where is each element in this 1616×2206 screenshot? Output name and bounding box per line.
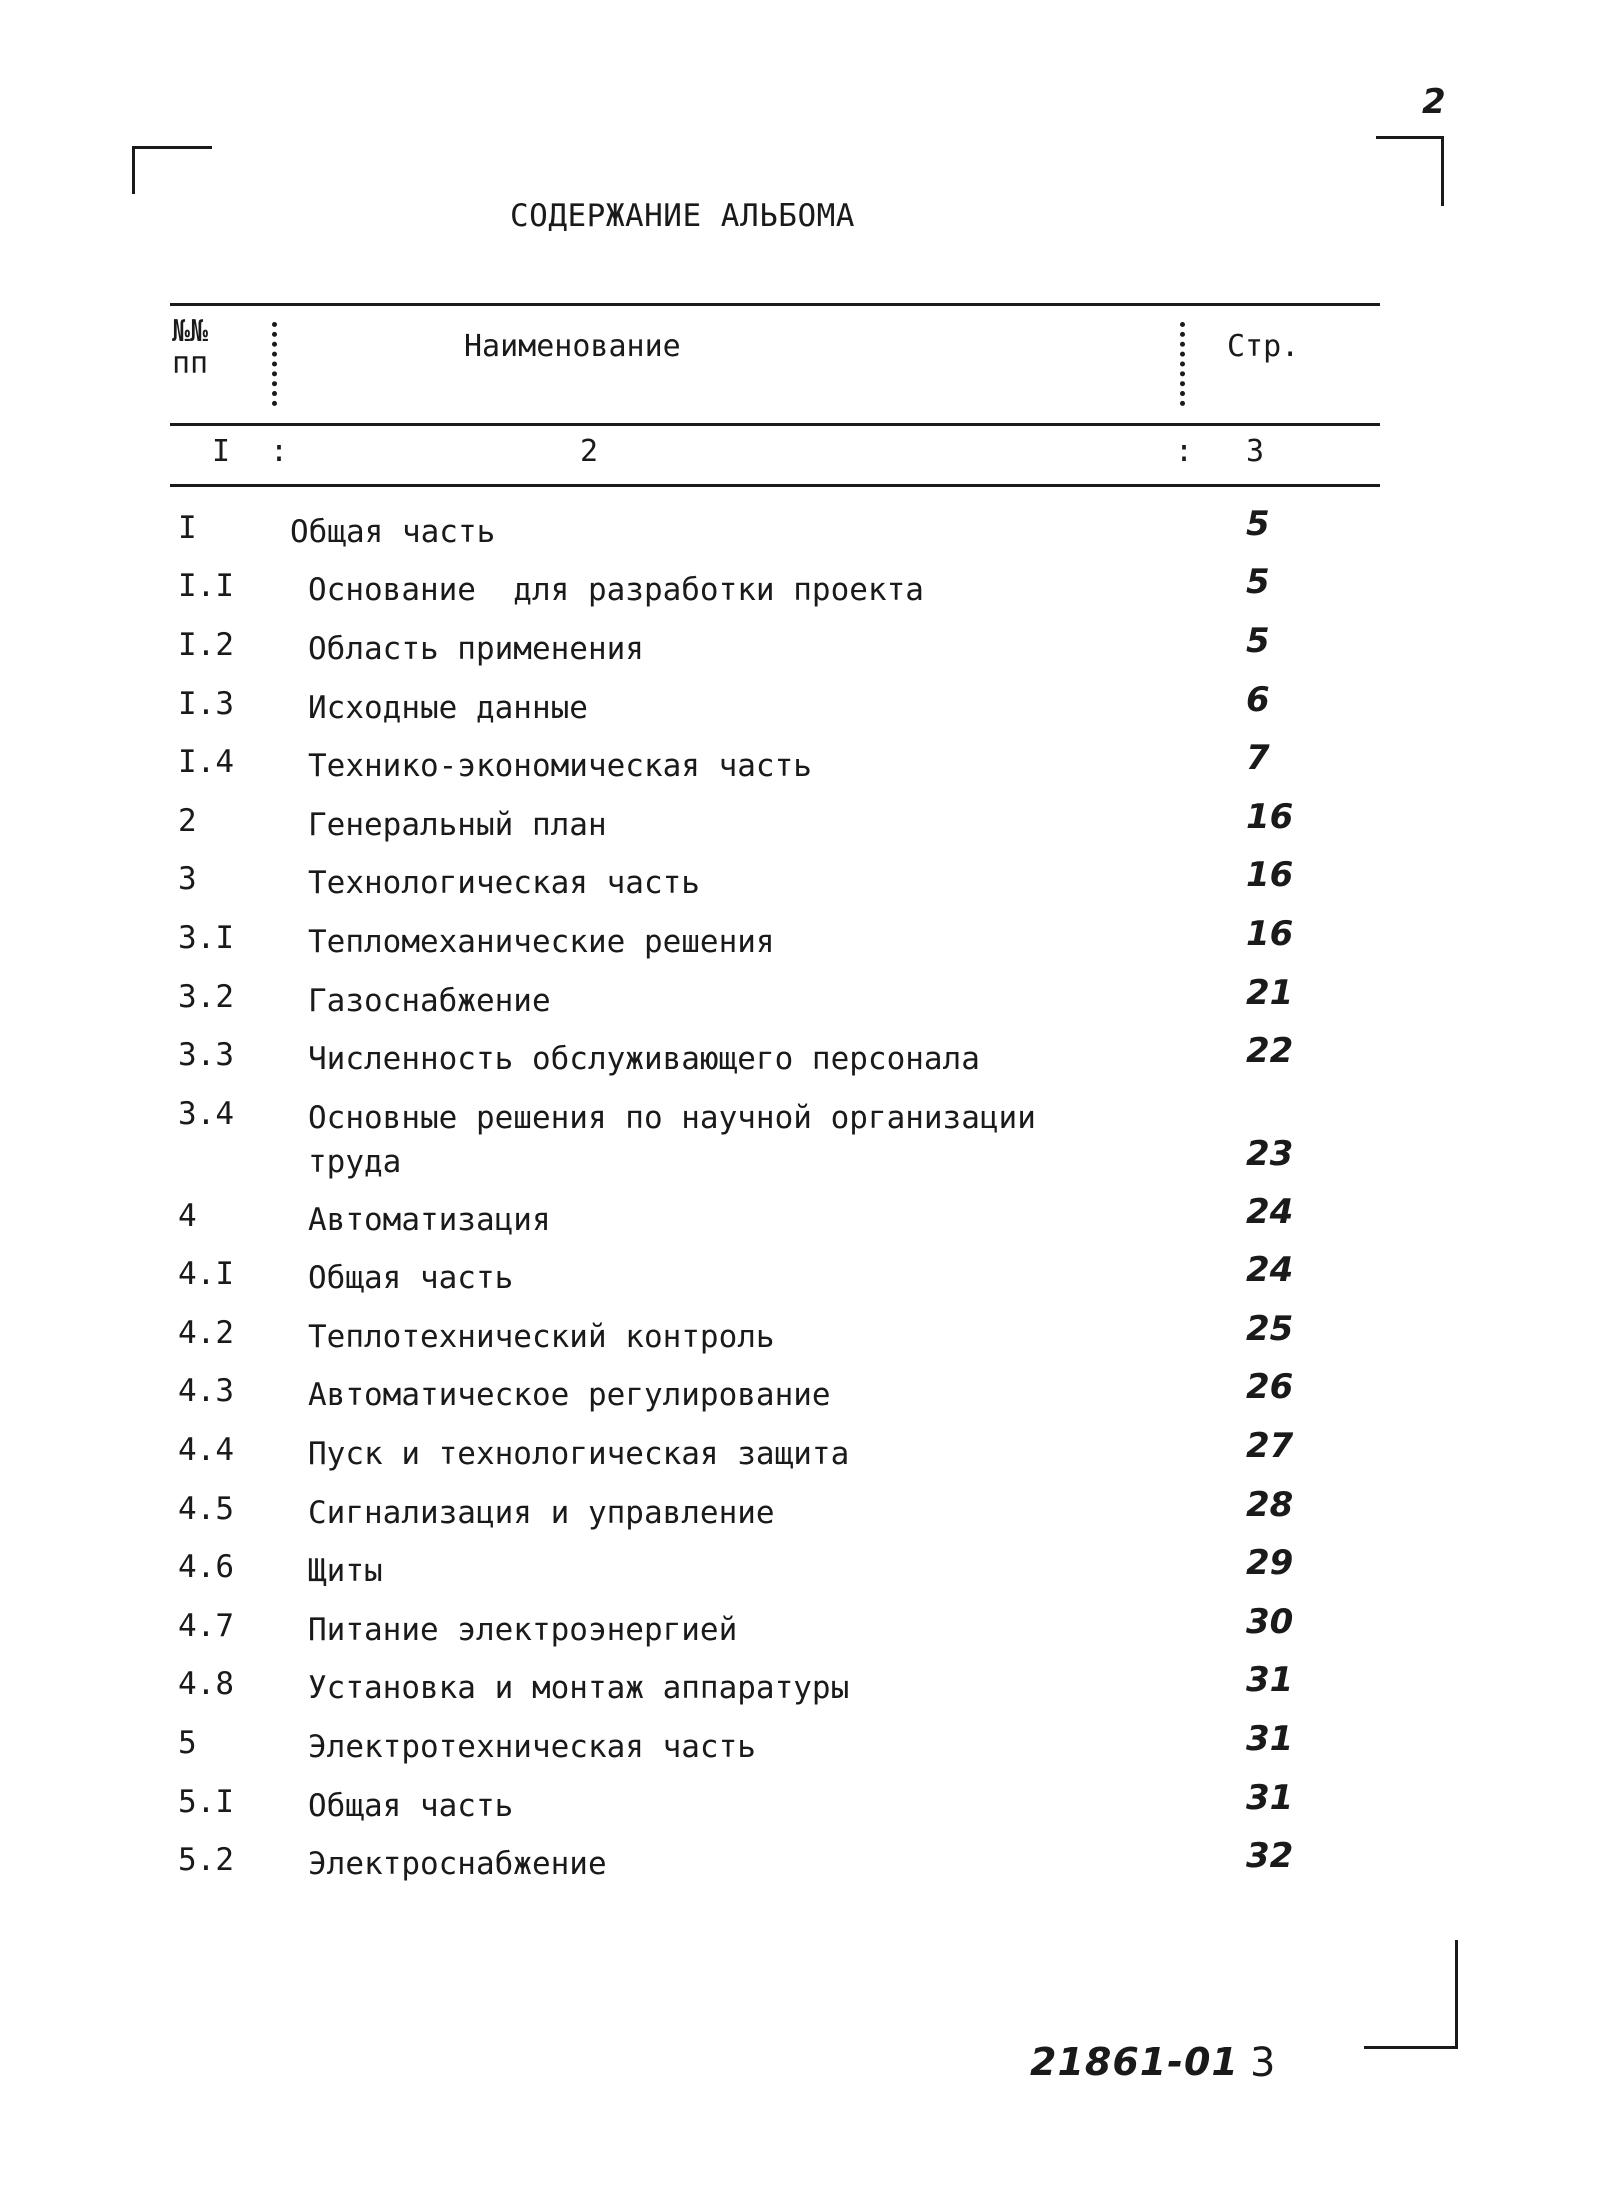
toc-row bbox=[0, 1836, 1616, 1886]
header-bottom-rule bbox=[170, 423, 1380, 426]
document-code: 21861-01 bbox=[1030, 2040, 1239, 2084]
corner-mark-bottom-right-h bbox=[1364, 2046, 1458, 2049]
toc-row-page: 23 bbox=[1246, 1134, 1294, 1174]
toc-row-page: 16 bbox=[1246, 855, 1294, 895]
toc-row-number: 4.5 bbox=[178, 1491, 234, 1527]
toc-row-number: 5.2 bbox=[178, 1842, 234, 1878]
toc-row-number: 4.I bbox=[178, 1256, 234, 1292]
toc-row bbox=[0, 797, 1616, 847]
toc-row-page: 7 bbox=[1246, 738, 1270, 778]
header-number-text: №№ пп bbox=[172, 314, 209, 381]
toc-row bbox=[0, 1543, 1616, 1593]
toc-row bbox=[0, 1426, 1616, 1476]
toc-row-number: 5 bbox=[178, 1725, 197, 1761]
toc-row bbox=[0, 738, 1616, 788]
toc-row-page: 32 bbox=[1246, 1836, 1294, 1876]
toc-row-number: 3.2 bbox=[178, 979, 234, 1015]
toc-row-number: I.2 bbox=[178, 627, 234, 663]
toc-row-number: 3.3 bbox=[178, 1037, 234, 1073]
toc-row-title: Общая часть bbox=[308, 1788, 514, 1824]
toc-row bbox=[0, 1031, 1616, 1081]
toc-row-title: Технологическая часть bbox=[308, 865, 700, 901]
toc-row-number: 5.I bbox=[178, 1784, 234, 1820]
toc-row-page: 16 bbox=[1246, 797, 1294, 837]
sheet-number: 2 bbox=[1422, 82, 1446, 122]
toc-row-page: 5 bbox=[1246, 621, 1270, 661]
toc-row-title: Область применения bbox=[308, 631, 644, 667]
toc-row-number: 2 bbox=[178, 803, 197, 839]
toc-row-number: I.4 bbox=[178, 744, 234, 780]
toc-row-page: 5 bbox=[1246, 504, 1270, 544]
toc-row-page: 29 bbox=[1246, 1543, 1294, 1583]
page-title: СОДЕРЖАНИЕ АЛЬБОМА bbox=[510, 198, 855, 234]
toc-row-title: Газоснабжение bbox=[308, 983, 551, 1019]
toc-row-number: 4.6 bbox=[178, 1549, 234, 1585]
toc-row bbox=[0, 1660, 1616, 1710]
column-separator-1: : bbox=[270, 434, 289, 469]
toc-row-page: 24 bbox=[1246, 1192, 1294, 1232]
header-page: Стр. bbox=[1227, 329, 1300, 364]
toc-row-title: Автоматическое регулирование bbox=[308, 1377, 831, 1413]
toc-row-title: Тепломеханические решения bbox=[308, 924, 775, 960]
toc-row-title: Генеральный план bbox=[308, 807, 607, 843]
toc-row bbox=[0, 1250, 1616, 1300]
corner-mark-top-left-h bbox=[132, 146, 212, 149]
toc-row-page: 5 bbox=[1246, 562, 1270, 602]
header-separator-2 bbox=[1180, 322, 1189, 406]
toc-row-title: Основание для разработки проекта bbox=[308, 572, 924, 608]
toc-row bbox=[0, 562, 1616, 612]
toc-row-page: 31 bbox=[1246, 1719, 1294, 1759]
toc-row bbox=[0, 504, 1616, 554]
toc-row-page: 31 bbox=[1246, 1778, 1294, 1818]
toc-row bbox=[0, 680, 1616, 730]
toc-row bbox=[0, 855, 1616, 905]
toc-row-title: Теплотехнический контроль bbox=[308, 1319, 775, 1355]
toc-row-page: 27 bbox=[1246, 1426, 1294, 1466]
toc-row-number: 4.3 bbox=[178, 1373, 234, 1409]
corner-mark-bottom-right-v bbox=[1455, 1940, 1458, 2049]
toc-row-page: 25 bbox=[1246, 1309, 1294, 1349]
toc-row-title: Пуск и технологическая защита bbox=[308, 1436, 850, 1472]
toc-row-title: Установка и монтаж аппаратуры bbox=[308, 1670, 850, 1706]
toc-row bbox=[0, 1602, 1616, 1652]
toc-row-title: Сигнализация и управление bbox=[308, 1495, 775, 1531]
toc-row bbox=[0, 1485, 1616, 1535]
toc-row-title: Автоматизация bbox=[308, 1202, 551, 1238]
toc-row-number: 3.I bbox=[178, 920, 234, 956]
toc-row bbox=[0, 1192, 1616, 1242]
toc-row-number: 3 bbox=[178, 861, 197, 897]
toc-row-title: Щиты bbox=[308, 1553, 383, 1589]
toc-row-title: Общая часть bbox=[290, 514, 496, 550]
toc-row-number: 4.7 bbox=[178, 1608, 234, 1644]
toc-row-page: 26 bbox=[1246, 1367, 1294, 1407]
corner-mark-top-right-h bbox=[1376, 136, 1444, 139]
toc-row-number: 3.4 bbox=[178, 1096, 234, 1132]
table-top-rule bbox=[170, 303, 1380, 306]
toc-row-page: 22 bbox=[1246, 1031, 1294, 1071]
column-separator-2: : bbox=[1175, 434, 1194, 469]
toc-row-number: 4.4 bbox=[178, 1432, 234, 1468]
toc-row-title: Электротехническая часть bbox=[308, 1729, 756, 1765]
column-number-3: 3 bbox=[1246, 434, 1265, 469]
column-number-2: 2 bbox=[580, 434, 599, 469]
toc-row-page: 24 bbox=[1246, 1250, 1294, 1290]
toc-row-title: Исходные данные bbox=[308, 690, 588, 726]
toc-row-number: 4.8 bbox=[178, 1666, 234, 1702]
toc-row bbox=[0, 1309, 1616, 1359]
toc-row-title: Питание электроэнергией bbox=[308, 1612, 738, 1648]
toc-row bbox=[0, 1096, 1616, 1180]
toc-row-number: 4.2 bbox=[178, 1315, 234, 1351]
toc-row-page: 16 bbox=[1246, 914, 1294, 954]
toc-row-number: I.I bbox=[178, 568, 234, 604]
header-number bbox=[172, 316, 208, 380]
toc-row bbox=[0, 621, 1616, 671]
toc-row-number: I.3 bbox=[178, 686, 234, 722]
column-number-1: I bbox=[212, 434, 231, 469]
toc-row bbox=[0, 1719, 1616, 1769]
toc-row-title: Основные решения по научной организации труда bbox=[308, 1100, 1036, 1180]
toc-row bbox=[0, 914, 1616, 964]
toc-row-page: 21 bbox=[1246, 973, 1294, 1013]
toc-row bbox=[0, 1367, 1616, 1417]
toc-row-page: 30 bbox=[1246, 1602, 1294, 1642]
header-separator-1 bbox=[272, 322, 281, 406]
toc-row-page: 28 bbox=[1246, 1485, 1294, 1525]
corner-mark-top-left-v bbox=[132, 146, 135, 194]
header-name: Наименование bbox=[464, 329, 681, 364]
column-numbers-rule bbox=[170, 484, 1380, 487]
toc-row-title: Технико-экономическая часть bbox=[308, 748, 812, 784]
toc-row-title: Общая часть bbox=[308, 1260, 514, 1296]
corner-mark-top-right-v bbox=[1441, 136, 1444, 206]
toc-row-title: Электроснабжение bbox=[308, 1846, 607, 1882]
footer-sheet-number: 3 bbox=[1250, 2040, 1276, 2086]
toc-row-page: 31 bbox=[1246, 1660, 1294, 1700]
toc-row-page: 6 bbox=[1246, 680, 1270, 720]
toc-row bbox=[0, 973, 1616, 1023]
toc-row-number: 4 bbox=[178, 1198, 197, 1234]
toc-row bbox=[0, 1778, 1616, 1828]
toc-row-title: Численность обслуживающего персонала bbox=[308, 1041, 980, 1077]
toc-row-number: I bbox=[178, 510, 197, 546]
